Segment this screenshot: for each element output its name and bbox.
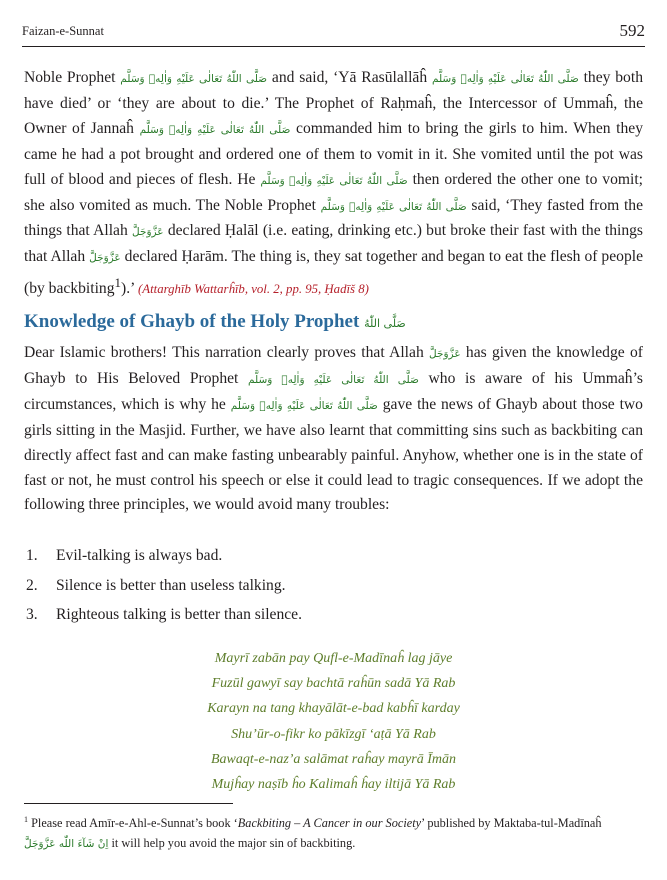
list-item <box>26 600 302 630</box>
para1-text-6: said, ‘They fasted from the things that Allah <box>24 196 644 240</box>
page-number: 592 <box>619 21 645 40</box>
section-heading <box>24 311 406 333</box>
footnote-divider <box>24 803 233 804</box>
para2-text-1: Dear Islamic brothers! This narration clearly proves that Allah <box>24 344 430 361</box>
honorific-prophet: صَلَّى اللّٰهُ تَعَالٰى عَلَيْهِ وَاٰلِهٖ وَسَلَّم <box>120 73 268 85</box>
page-header <box>22 20 645 47</box>
para1-text-7: declared Ḥalāl (i.e. eating, drinking etc.) but broke their fast with the things that Allah <box>24 222 643 266</box>
para2-text-2: has given the knowledge of Ghayb to His Beloved Prophet <box>24 344 643 387</box>
footnote <box>24 810 644 854</box>
list-text: Evil-talking is always bad. <box>56 547 223 564</box>
honorific-heading: صَلَّى اللّٰهُ <box>364 317 406 330</box>
para1-text-3: they both have died’ or ‘they are about to die.’ The Prophet of Raḥmaĥ, the Intercessor of Ummaĥ, the Owner of Jannaĥ <box>24 69 643 137</box>
poem-line: Bawaqt-e-naz’a salāmat raĥay mayrā Īmān <box>211 751 456 767</box>
para2-text-3: who is aware of his Ummaĥ’s circumstances, which is why he <box>24 369 643 413</box>
body-paragraph-2 <box>24 341 643 518</box>
para1-text-2: and said, ‘Yā Rasūlallāĥ <box>267 69 432 86</box>
honorific-allah: عَزَّوَجَلَّ <box>429 348 461 360</box>
footnote-mark: 1 <box>24 815 28 824</box>
hadith-reference: (Attarghīb Wattarĥīb, vol. 2, pp. 95, Ḥadīš 8) <box>138 282 369 297</box>
honorific-prophet: صَلَّى اللّٰهُ تَعَالٰى عَلَيْهِ وَاٰلِهٖ وَسَلَّم <box>260 174 408 187</box>
poem-line: Mayrī zabān pay Qufl-e-Madīnaĥ lag jāye <box>214 651 453 666</box>
body-paragraph-1 <box>24 66 643 302</box>
honorific-prophet: صَلَّى اللّٰهُ تَعَالٰى عَلَيْهِ وَاٰلِهٖ وَسَلَّم <box>431 73 579 85</box>
section-heading-text: Knowledge of Ghayb of the Holy Prophet <box>24 311 365 332</box>
poem-line: Mujĥay naṣīb ĥo Kalimaĥ ĥay iltijā Yā Rab <box>211 777 456 793</box>
running-title: Faizan-e-Sunnat <box>22 24 104 38</box>
honorific-allah: عَزَّوَجَلَّ <box>89 252 121 265</box>
honorific-prophet: صَلَّى اللّٰهُ تَعَالٰى عَلَيْهِ وَاٰلِهٖ وَسَلَّم <box>248 373 419 386</box>
principles-list <box>26 541 302 630</box>
para1-text-8: declared Ḥarām. The thing is, they sat together and began to eat the flesh of people (by backbiting <box>24 248 643 298</box>
list-number: 2. <box>26 576 38 594</box>
list-text: Righteous talking is better than silence. <box>56 606 302 623</box>
footnote-marker: 1 <box>114 275 122 291</box>
poem-line: Fuzūl gawyī say bachtā raĥūn sadā Yā Rab <box>211 676 456 692</box>
para1-text-4: commanded him to bring the girls to him. When they came he had a pot brought and ordered one of them to vomit in it. She vomited until the pot was full of blood and pieces of flesh. He <box>24 119 644 188</box>
honorific-inshaallah: اِنْ شَآءَ اللّٰه عَزَّوَجَلَّ <box>24 838 109 851</box>
footnote-text-3: it will help you avoid the major sin of backbiting. <box>108 836 356 851</box>
para1-text-9: ).’ <box>121 280 139 298</box>
list-item <box>26 571 302 601</box>
honorific-prophet: صَلَّى اللّٰهُ تَعَالٰى عَلَيْهِ وَاٰلِهٖ وَسَلَّم <box>139 123 291 136</box>
footnote-text-1: Please read Amīr-e-Ahl-e-Sunnat’s book ‘ <box>28 816 238 831</box>
honorific-allah: عَزَّوَجَلَّ <box>132 226 164 239</box>
list-text: Silence is better than useless talking. <box>56 576 286 594</box>
poem-line: Shu’ūr-o-fikr ko pākīzgī ‘aṭā Yā Rab <box>231 726 436 742</box>
poem-line: Karayn na tang khayālāt-e-bad kabĥī karday <box>207 701 460 717</box>
honorific-prophet: صَلَّى اللّٰهُ تَعَالٰى عَلَيْهِ وَاٰلِهٖ وَسَلَّم <box>230 399 378 412</box>
para2-text-4: gave the news of Ghayb about those two girls sitting in the Masjid. Further, we have also learnt that committing sins such as backbiting can directly affect fast and can make fasting unbearably painful. Anyhow, whether one is in the state of fast or not, he must control his speech or else it could lead to tragic consequences. If we adopt the following three principles, we would avoid many troubles: <box>24 395 643 514</box>
para1-text-5: then ordered the other one to vomit; she also vomited as much. The Noble Prophet <box>24 170 643 214</box>
footnote-book-title: Backbiting – A Cancer in our Society <box>237 816 422 831</box>
footnote-text-2: ’ published by Maktaba-tul-Madīnaĥ <box>421 816 602 831</box>
poem <box>0 646 667 797</box>
para1-text-1: Noble Prophet <box>24 69 121 86</box>
list-item <box>26 541 302 571</box>
honorific-prophet: صَلَّى اللّٰهُ تَعَالٰى عَلَيْهِ وَاٰلِهٖ وَسَلَّم <box>320 200 467 213</box>
list-number: 1. <box>26 547 38 564</box>
list-number: 3. <box>26 606 38 623</box>
